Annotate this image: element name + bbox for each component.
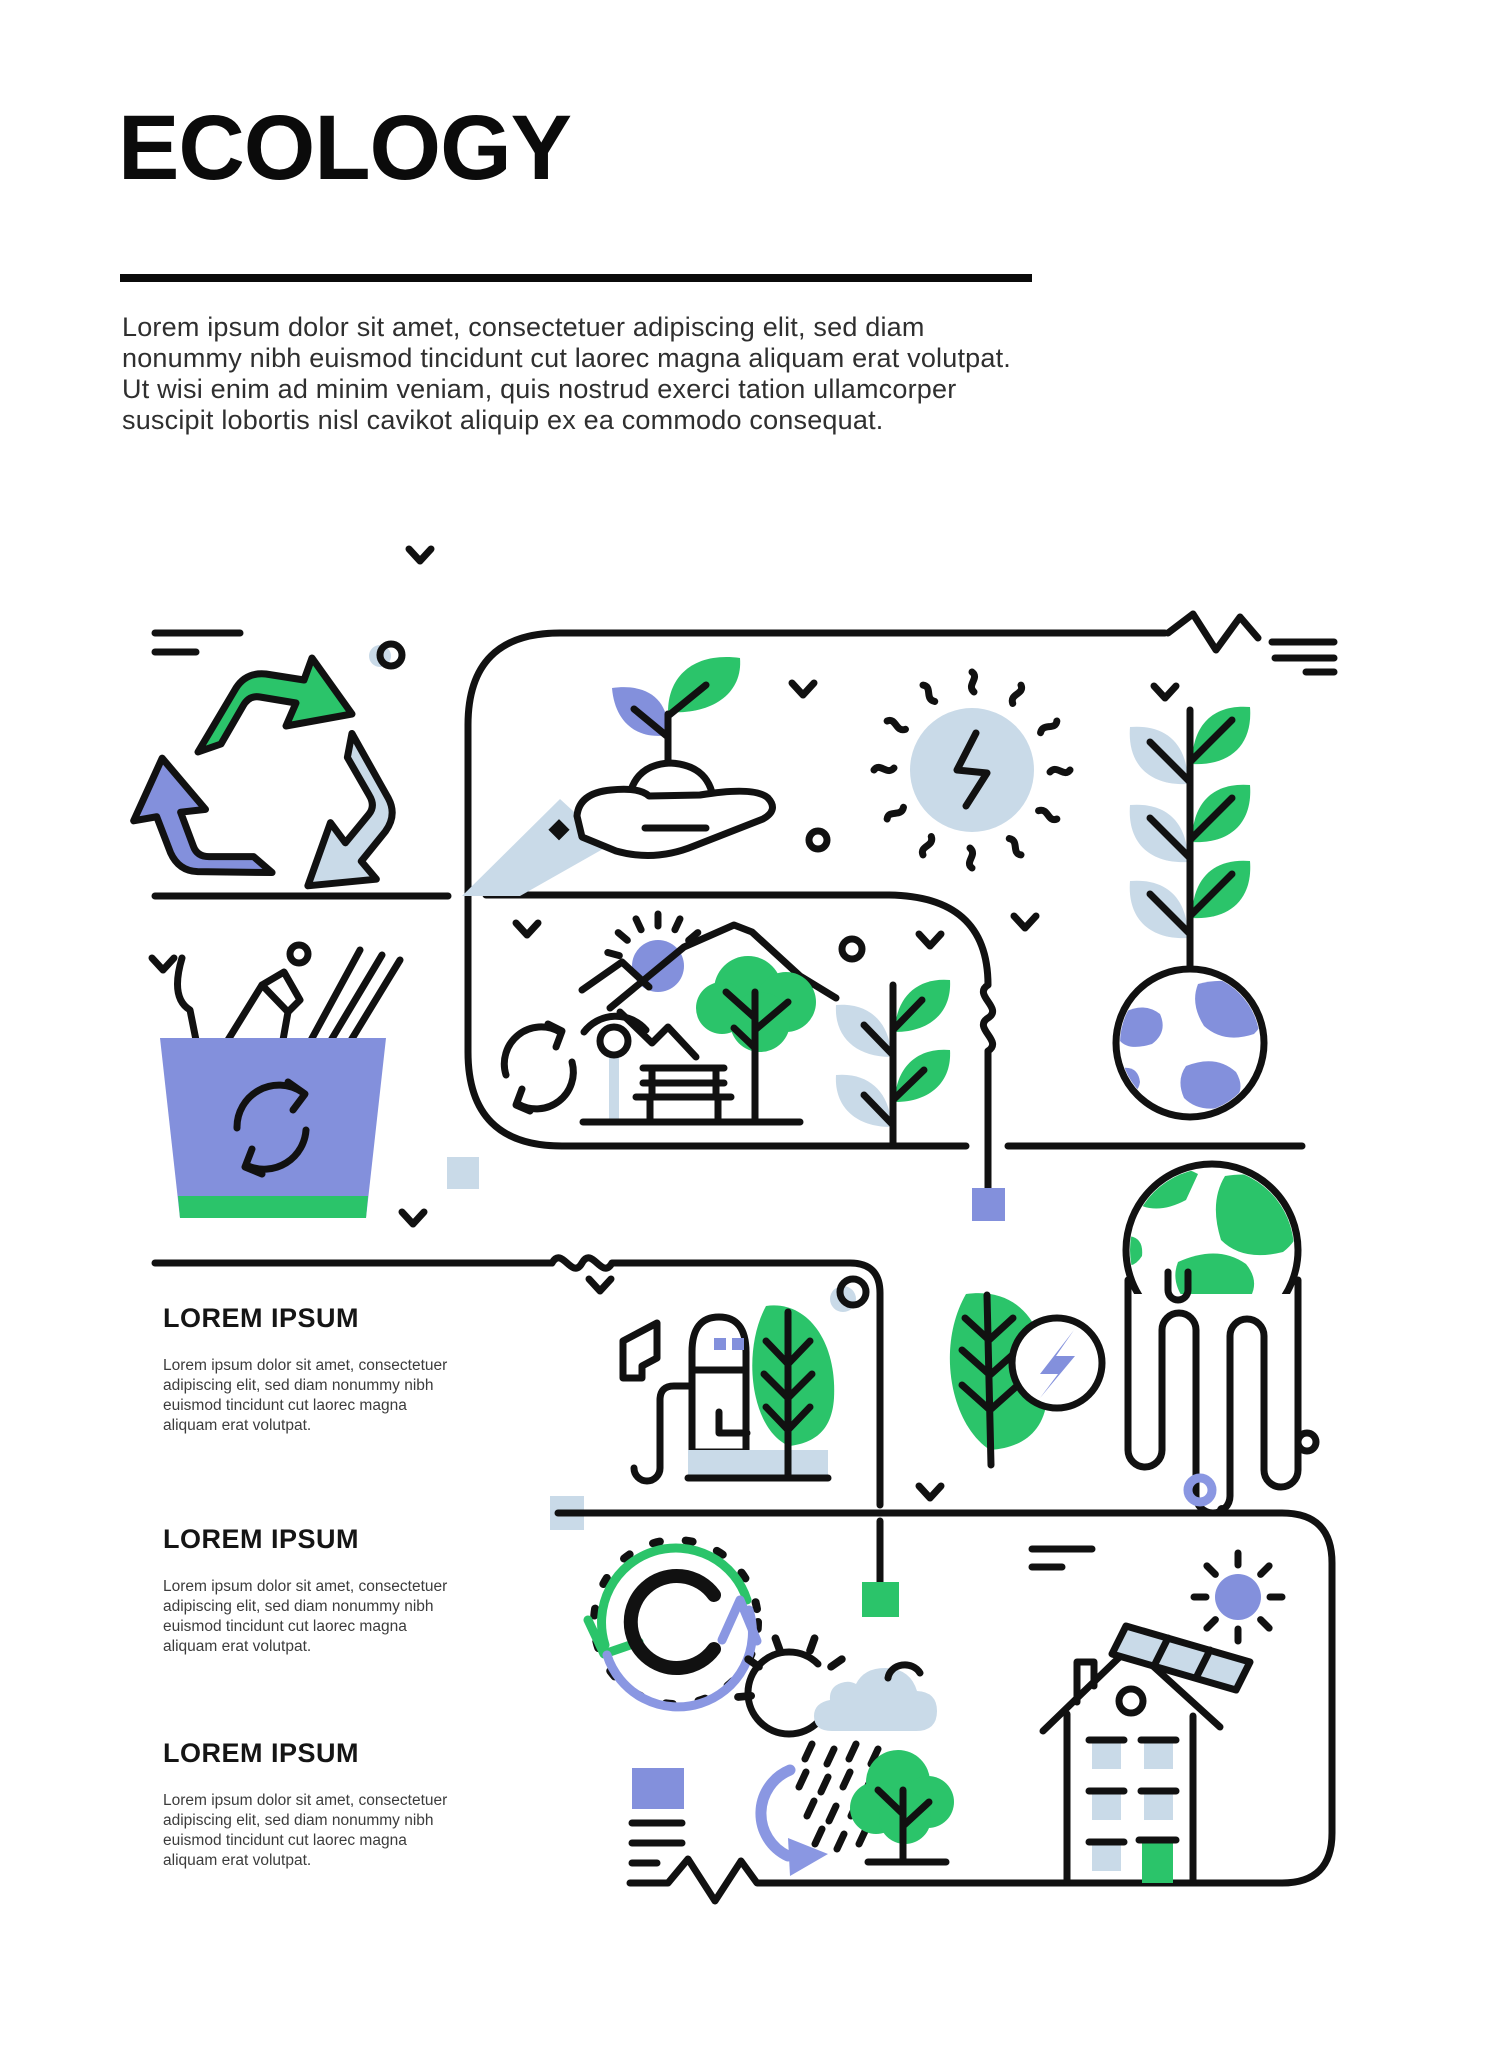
deco-donut-icon (1188, 1478, 1212, 1502)
carbon-cycle-icon (588, 1540, 758, 1707)
hand (577, 789, 772, 855)
green-door (1142, 1843, 1173, 1883)
section-1-heading: LOREM IPSUM (163, 1303, 360, 1333)
blue-square-node (447, 1157, 479, 1189)
section-3-body: Lorem ipsum dolor sit amet, consectetuer adipiscing elit, sed diam nonummy nibh euismod tincidunt cut laorec magna aliquam erat volutpat. (163, 1792, 448, 1869)
zigzag-break-icon (1168, 614, 1258, 650)
section-1-body: Lorem ipsum dolor sit amet, consectetuer adipiscing elit, sed diam nonummy nibh euismod tincidunt cut laorec magna aliquam erat volutpat. (163, 1357, 448, 1434)
nozzle-head (623, 1323, 657, 1378)
deco-ring-icon (842, 939, 862, 959)
sapling (836, 980, 950, 1146)
bin-stripe (178, 1196, 368, 1218)
deco-ring-icon (290, 945, 308, 963)
solar-panel-house-icon (1043, 1553, 1282, 1883)
growing-plant-on-globe-icon (1116, 686, 1264, 1117)
chevron-icon (409, 549, 431, 561)
section-3-heading: LOREM IPSUM (163, 1738, 360, 1768)
nozzle-hose (634, 1386, 692, 1481)
deco-ring-icon (809, 831, 827, 849)
deco-lines-top-right-icon (1272, 642, 1334, 672)
solar-panel (1112, 1626, 1250, 1690)
intro-paragraph: Lorem ipsum dolor sit amet, consectetuer adipiscing elit, sed diam nonummy nibh euismod tincidunt cut laorec magna aliquam erat volutpat. Ut wisi enim ad minim veniam, quis nostrud exerci tation ullamcorper suscipit lobortis nisl cavikot aliquip ex ea commodo consequat. (122, 312, 1011, 435)
windows (1089, 1740, 1176, 1883)
green-energy-leaf-icon (950, 1293, 1102, 1465)
house-sun (1215, 1574, 1261, 1620)
park-landscape-icon (504, 914, 1036, 1146)
bench (636, 1068, 731, 1121)
tree-icon (850, 1750, 954, 1862)
recycling-arrows-icon (114, 658, 434, 920)
section-2-body: Lorem ipsum dolor sit amet, consectetuer adipiscing elit, sed diam nonummy nibh euismod tincidunt cut laorec magna aliquam erat volutpat. (163, 1578, 448, 1655)
round-window (1119, 1689, 1143, 1713)
chevron-icon (792, 683, 814, 695)
bin-body (160, 1038, 386, 1218)
section-2-heading: LOREM IPSUM (163, 1524, 360, 1554)
cloud (814, 1668, 937, 1731)
deco-text-block-icon (632, 1768, 684, 1863)
deco-circle-icon (369, 644, 402, 667)
trash-papers (178, 950, 401, 1042)
deco-ring-icon (1298, 1433, 1316, 1451)
water-cycle-arrow-icon (761, 1770, 828, 1876)
pump-platform (688, 1450, 828, 1477)
deco-lines-icon (155, 633, 240, 652)
letter-c (631, 1576, 714, 1668)
hand-holding-seedling-icon (462, 657, 772, 896)
recycle-mini-icon (504, 1024, 573, 1111)
sun-energy-icon (874, 672, 1070, 868)
page-title: ECOLOGY (118, 97, 572, 199)
deco-dot-icon (1217, 1505, 1227, 1515)
melting-earth-icon (1116, 1164, 1316, 1513)
recycle-bin-icon (152, 945, 400, 1218)
green-square-node (862, 1582, 899, 1617)
deco-lines-icon (1032, 1549, 1092, 1567)
eco-fuel-station-icon (623, 1279, 941, 1498)
purple-square-node (972, 1188, 1005, 1221)
